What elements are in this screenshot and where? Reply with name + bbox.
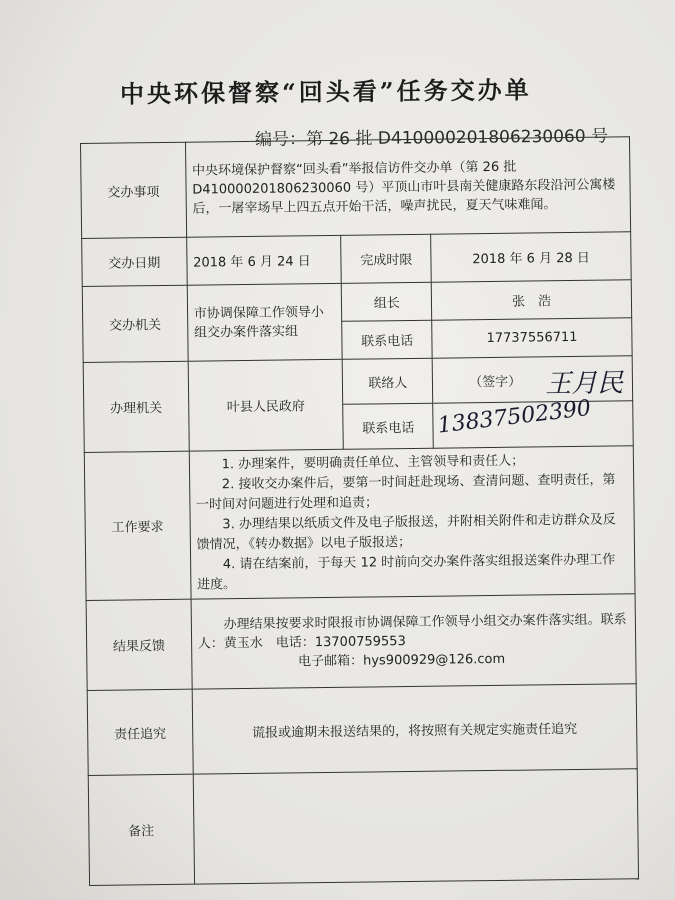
- handler-phone-cell: [433, 395, 633, 448]
- remarks-value: [193, 769, 639, 884]
- feedback-email: 电子邮箱：hys900929@126.com: [297, 651, 506, 670]
- row-date: [82, 232, 632, 287]
- accountability-text: 谎报或逾期未报送结果的，将按照有关规定实施责任追究: [192, 684, 637, 774]
- handler-phone-label: 联系电话: [343, 403, 433, 449]
- leader-label: 组长: [342, 282, 432, 321]
- issuer-phone-value: 17737556711: [432, 318, 632, 358]
- handler-label: 办理机关: [83, 361, 189, 452]
- deadline-value: 2018 年 6 月 28 日: [431, 232, 631, 282]
- requirements-label: 工作要求: [84, 451, 191, 600]
- contact-signature: 王月民: [545, 368, 624, 400]
- feedback-cell: [191, 594, 636, 689]
- assignment-form-table: [80, 136, 639, 886]
- issuer-name: 市协调保障工作领导小组交办案件落实组: [187, 283, 343, 361]
- requirement-item: 1. 办理案件，要明确责任单位、主管领导和责任人；: [221, 453, 525, 472]
- row-accountability: [87, 684, 637, 776]
- issuer-phone-label: 联系电话: [342, 320, 432, 359]
- requirement-item: 2. 接收交办案件后，要第一时间赶赴现场、查清问题、查明责任，第一时间对问题进行处理和追责；: [196, 471, 616, 513]
- requirement-item: 3. 办理结果以纸质文件及电子版报送，并附相关附件和走访群众及反馈情况，《转办数据》以电子版报送；: [196, 511, 616, 553]
- requirement-item: 4. 请在结案前，于每天 12 时前向交办案件落实组报送案件办理工作进度。: [197, 551, 616, 593]
- feedback-text: 办理结果按要求时限报市协调保障工作领导小组交办案件落实组。联系人：黄玉水 电话：13700759553: [197, 612, 627, 652]
- document-number: 编号：第 26 批 D410000201806230060 号: [254, 126, 609, 151]
- contact-value: （签字）: [469, 374, 522, 390]
- issuer-label: 交办机关: [82, 285, 188, 362]
- handler-phone-signature: 13837502390: [436, 395, 593, 439]
- date-label: 交办日期: [82, 237, 187, 286]
- date-value: 2018 年 6 月 24 日: [186, 235, 341, 285]
- row-handler-1: [83, 356, 633, 408]
- row-matter: [81, 137, 631, 239]
- accountability-label: 责任追究: [87, 689, 193, 775]
- contact-label: 联络人: [343, 358, 433, 404]
- feedback-label: 结果反馈: [86, 599, 192, 690]
- row-issuer-1: [82, 280, 631, 325]
- document-title: 中央环保督察“回头看”任务交办单: [119, 75, 532, 109]
- requirements-list: [189, 446, 635, 599]
- remarks-label: 备注: [88, 774, 194, 885]
- leader-value: 张 浩: [431, 280, 631, 320]
- handler-name: 叶县人民政府: [188, 359, 344, 451]
- row-remarks: [88, 769, 638, 886]
- matter-text: 中央环境保护督察“回头看”举报信访件交办单（第 26 批 D410000201806230060 号）平顶山市叶县南关健康路东段沿河公寓楼后，一屠宰场早上四五点开始干活，噪声扰民，夏天气味难闻。: [185, 137, 630, 237]
- row-feedback: [86, 594, 636, 691]
- contact-cell: [432, 356, 632, 403]
- deadline-label: 完成时限: [341, 234, 431, 283]
- matter-label: 交办事项: [81, 142, 187, 238]
- row-requirements: [84, 446, 635, 601]
